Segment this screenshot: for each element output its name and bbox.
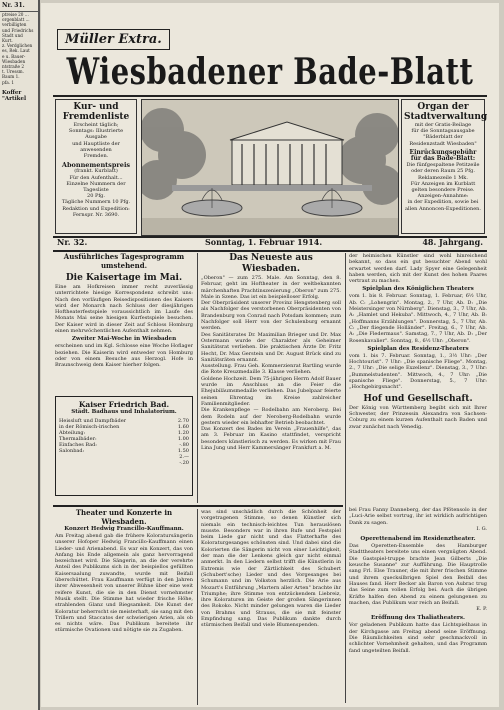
organ-box-subline: allen Annoncen-Expeditionen. [405, 205, 481, 212]
kur-box-subline: (frankt. Kurblatt) [74, 168, 118, 175]
bad-ad-line: in der Römisch-irischen [59, 424, 120, 430]
article-konzert-continued: was sind unschädlich durch die Schönheit der vorgetragenen Stimme, so denen Künstler sich niemals ein technisch-leichtes Tun herauslösen musste. Besonders war in ihren Rufe und Festspiel beim Liede gar nicht und das Flatterhafte des Koloraturgesanges schönsten sind. Und dabei sind die Kolorierten die Sängerin nicht von einer Leichtigkeit, der man die der Lenkens gleich gar nicht einmal anmerkt. In den Liedern selbst trifft die Künstlerin in Extremis wie der Zärtlichkeit des Schubert (Schubert'sche) Lieder und des Vorgesanges bei Schumann und im Volkston herzlich. Die Arie aus Mozart's Entführung „Martern aller Arten" brachte ihr Triumphe; ihre Stimme von entzückendem Liebreiz, ihre Koloraturen im Geiste der großen Sängerinnen des Rokoko. Nicht minder gelungen waren die Lieder von Brahms und Strauss, die sie mit feinster Empfindung sang. Das Publikum dankte durch stürmischen Beifall und viele Blumenspenden. [201, 509, 341, 629]
organ-box-subline: Anzeigen-Annahme: [417, 193, 469, 200]
masthead-title: Wiesbadener Bade-Blatt [66, 50, 474, 93]
organ-box-line: mit der Gratis-Beilage [414, 122, 472, 128]
organ-box-subline: oder deren Raum 25 Pfg. [411, 168, 475, 175]
issue-number: Nr. 32. [57, 237, 88, 247]
bad-ad-lines [59, 418, 159, 466]
bad-ad-price: -.80 [179, 442, 189, 448]
kur-box-subline: 20 Pfg. [87, 193, 105, 200]
kurhaus-engraving-image [142, 100, 398, 235]
adjacent-page-line: e u. Bauer- [2, 53, 26, 59]
organ-box-line: "Bäderblatt der [423, 134, 463, 141]
bad-ad-price: -.20 [179, 460, 189, 466]
kur-box-lines [58, 122, 134, 159]
organ-box-subtitle: Einrückungsgebühr für das Bade-Blatt: [409, 148, 477, 163]
issue-year: 48. Jahrgang. [422, 237, 483, 247]
organ-box-line: Residenzstadt Wiesbaden" [409, 140, 477, 147]
article-spielplan-koenig: vom 1. bis 8. Februar. Sonntag, 1. Februar, 6½ Uhr, Ab. C: „Lohengrin". Montag, 2., 7 Uhr, Ab. D: „Die Meistersinger von Nürnberg". Dienstag, 3., 7 Uhr, Ab. A: „Hamlet und Hekuba". Mittwoch, 4., 7 Uhr, Ab. B: „Hoffmanns Erzählungen". Donnerstag, 5., 7 Uhr, Ab. C: „Der fliegende Holländer". Freitag, 6., 7 Uhr, Ab. A: „Die Fledermaus". Samstag, 7., 7 Uhr, Ab. D: „Der Rosenkavalier". Sonntag, 8., 6½ Uhr: „Oberon". [349, 293, 487, 344]
headline-thaliatheater: Eröffnung des Thaliatheaters. [371, 615, 465, 622]
masthead-rule [53, 95, 487, 97]
headline-spielplan-residenz: Spielplan des Residenz-Theaters [367, 345, 469, 352]
bad-ad-line: Heissluft und Dampfbäder [59, 418, 127, 424]
column-divider [345, 253, 346, 703]
article-kaisertage-p1: Eine am Hofkreisen immer recht zuverlässig unterrichtete hiesige Korrespondenz schreibt uns: Nach den vorläufigen Reisedispositionen des Kaisers wird der Monarch nach Schluss der diesjährigen Hoftheaterfestspiele voraussichtlich im Laufe des Monats Mai seine hiesigen Kurfestspiele besuchen. Der Kaiser wird in dieser Zeit auf Schloss Homburg einen mehrwöchentlichen Aufenthalt nehmen. [55, 284, 193, 335]
bad-ad-line: Thermalbäder: [59, 436, 97, 442]
bad-ad-line: Einfaches Bad: [59, 442, 97, 448]
column-divider [197, 509, 198, 705]
adjacent-page-line: orgenblatt ... [2, 17, 30, 23]
article-hof-gesellschaft: Der König von Württemberg begibt sich mit Ihrer Schwester, der Prinzessin Alexandra von Sachsen-Coburg zu einem kurzen Aufenthalt nach Baden und zwar zunächst nach Venedig. [349, 404, 487, 430]
article-neueste-p6: Die Krankenpflege — Rodelbahn am Neroberg. Bei dem Rodeln auf der Neroberg-Rodelbahn wurde gestern wieder ein lebhafter Betrieb beobachtet. [201, 407, 341, 426]
kur-box-line: Erscheint täglich; [73, 122, 119, 128]
kur-box-subline: Redaktion und Expedition: [62, 205, 130, 212]
article-konzert: Am Freitag abend gab die frühere Koloratursängerin unserer Hofoper Hedwig Francillo-Kauffmann einen Lieder- und Arienabend. Es war ein Konzert, das von Anfang bis Ende allgemein als ganz hervorragend bezeichnet wird. Die Sängerin, an die der verehrte Anteil des Publikums sich in der beispiellos gefüllten Kaisersaalung zuwandte, wurde mit Beifall überschüttet. Frau Kauffmann verfügt in den Jahren ihrer Abwesenheit von unserer Bühne über eine weit reifere Kunst, die sie in den Dienst vornehmster Musik stellt. Die Stimme hat wieder frische Höhe, strahlenden Glanz und Biegsamkeit. Die Kunst der Koloratur beherrscht sie meisterhaft, sie sang mit den Trillern und Staccatos der schwierigen Arien, als ob es nichts wäre. Das Publikum bereitete ihr stürmische Ovationen und nötigte sie zu Zugaben. [55, 533, 193, 634]
column-neueste [201, 253, 341, 501]
signature-2: E. P. [476, 606, 487, 613]
kur-box-subline: Einzelne Nummern der Tagesliste [66, 180, 126, 194]
organ-box-line: für die Sonntagsausgabe [411, 128, 475, 135]
adjacent-page-number: Nr. 31. [0, 0, 38, 12]
bad-ad-price: 1.60 [177, 424, 189, 430]
headline-neueste: Das Neueste aus Wiesbaden. [229, 253, 313, 274]
adjacent-page-line: pfa. 1 [2, 79, 15, 85]
adjacent-page-line: verbilligten [2, 22, 27, 28]
article-lower3-p0: bei Frau Fanny Danneberg, der das Pfötensolo in der „Luci-Arie selbst vortrug, ihr ist wirklich aufrichtigen Dank zu sagen. [349, 507, 487, 526]
subhead-mai-woche: Zweiter Mai-Woche in Wiesbaden [71, 336, 177, 343]
kur-box-subline: Für den Aufenthalt... [69, 174, 123, 181]
extra-label: Müller Extra. [57, 29, 170, 50]
article-operettenabend: Das Operetten-Ensemble des Hamburger Stadttheaters bereitete uns einen vergnügten Abend. Die Gastspiel-truppe brachte Jean Gilberts „Die keusche Susanne" zur Aufführung. Die Hauptrolle sang Frl. Else Trauner, die mit ihrer frischen Stimme und ihrem quecksilbrigen Spiel den Beifall des Hauses fand. Herr Becker als Baron von Aubrac trug das Seine zum vollen Erfolg bei. Auch die übrigen Kräfte halfen den Abend zu einem gelungenen zu machen, das Publikum war reich an Beifall. [349, 543, 487, 606]
kur-box-subline: Fernspr. Nr. 3690. [72, 211, 120, 218]
article-neueste-p7: Das Konzert des Bades im Verein „Frauenhilfe", das am 3. Februar im Kasino stattfindet, verspricht besonders künstlerisch zu werden. Es wirken mit Frau Lina Jung und Herr Kammersänger Frankfurt a. M. [201, 426, 341, 452]
bad-ad-line: Salonbad: [59, 448, 85, 454]
organ-box-subline: in der Expedition, sowie bei [407, 199, 479, 206]
column-divider [197, 253, 198, 503]
article-kaisertage-p2: erscheinen und im Kgl. Schlosse eine Woche Hoflager beziehen. Die Kaiserin wird entweder von Homburg oder von einem Besuche aus Herzogl. Hofe in Braunschweig dem Kaiser hierher folgen. [55, 343, 193, 369]
kur-box-subtitle: Abonnementspreis [61, 161, 131, 170]
kur-fremdenliste-box [55, 99, 137, 234]
column-konzert-continued [201, 509, 341, 705]
bad-ad-price: 2.— [179, 454, 189, 460]
program-notice: Ausführliches Tagesprogramm umstehend. [63, 253, 185, 270]
adjacent-page-line: z. Verdglichen [2, 43, 33, 49]
dateline [55, 237, 485, 249]
adjacent-page-line: ntstraße 2 [2, 64, 24, 70]
headline-hof-gesellschaft: Hof und Gesellschaft. [363, 393, 473, 404]
column-kaisertage [55, 253, 193, 393]
kurhaus-illustration [141, 99, 399, 236]
adjacent-page-line: ptreise 20 ... [2, 12, 29, 17]
kur-box-line: Sonntags: Illustrierte Ausgabe [68, 128, 124, 141]
section-rule [53, 505, 343, 507]
bad-ad-subtitle: Städt. Badhaus und Inhalatorium. [71, 409, 177, 415]
adjacent-page-line: Kurt. [2, 38, 13, 44]
adjacent-page-heading: Koffer "Artikel [2, 89, 27, 102]
headline-theater-konzerte: Theater und Konzerte in Wiesbaden. [75, 509, 173, 526]
article-neueste-p1: „Oberon" — zum 275. Male. Am Sonntag, den 8. Februar, geht im Hoftheater in der weltbekannten märchenhaften Prachtinszenierung „Oberon" zum 275. Male in Szene. Das ist ein beispielloser Erfolg. [201, 275, 341, 300]
bad-ad-line: Abteilung: [59, 430, 86, 436]
kur-box-sublines [58, 168, 134, 218]
headline-operettenabend: Operettenabend im Residenztheater. [360, 536, 476, 543]
organ-box-subline: Für Anzeigen im Kurblatt [410, 180, 476, 187]
organ-box-subline: Die fünfgespaltene Petitzeile [406, 162, 480, 169]
subhead-konzert-francillo: Konzert Hedwig Francillo-Kauffmann. [64, 526, 184, 532]
stadtverwaltung-box [401, 99, 488, 234]
signature-1: I. G. [476, 525, 487, 532]
organ-box-subline: gelten besondere Preise. [411, 187, 475, 194]
kur-box-subline: Tägliche Nummern 10 Pfg. [61, 199, 131, 206]
adjacent-page-strip [0, 0, 40, 710]
adjacent-page-line: Baum 1. [2, 74, 20, 80]
adjacent-page-line: Stadt und [2, 32, 23, 38]
column-operette-thalia [349, 507, 487, 705]
organ-box-subline: Reklamezeile 1 Mk. [418, 174, 468, 181]
bad-ad-price: 1.50 [177, 448, 189, 454]
article-neueste-p4: Ausstellung. Frau Geh. Kommerzienrat Bartling wurde die Rote Kreuzmedaille 3. Klasse verliehen. [201, 363, 341, 376]
article-neueste-p5: Goldene Hochzeit. Dem 75-jährigen Herrn Adolf Bauer wurde im Anschluss an die Feier die Ehejubiläumsmedaille verliehen. Das Jubelpaar feierte seinen Ehrentag im Kreise zahlreicher Familienmitglieder. [201, 375, 341, 407]
article-neueste-p3: Des Sanitätsrates Dr. Maximilian Brieger und Dr. Max Ostermann wurde der Charakter als Geheimer Sanitätsrat verliehen. Die praktischen Ärzte Dr. Fritz Hecht, Dr. Max Gerstein und Dr. August Brück sind zu Sanitätsräten ernannt. [201, 331, 341, 363]
newspaper-page [41, 3, 499, 707]
bad-ad-price: 1.00 [177, 436, 189, 442]
adjacent-page-lines [0, 12, 38, 85]
adjacent-page-line: Wiesbaden [2, 58, 26, 64]
issue-date: Sonntag, 1. Februar 1914. [205, 237, 323, 247]
bad-ad-title: Kaiser Friedrich Bad. [78, 400, 170, 409]
article-spielplan-residenz: vom 1. bis 7. Februar. Sonntag, 1., 3½ Uhr: „Der Hochtourist". 7 Uhr: „Die spanische Fliege". Montag, 2., 7 Uhr: „Die selige Exzellenz". Dienstag, 3., 7 Uhr: „Bummelstudenten". Mittwoch, 4., 7 Uhr: „Die spanische Fliege". Donnerstag, 5., 7 Uhr: „Hochgebirgsnacht". [349, 352, 487, 391]
bad-ad-price: 2.70 [177, 418, 189, 424]
kur-box-line: und Hauptliste der anwesenden [72, 140, 120, 153]
adjacent-page-line: es, Rek. Laut [2, 48, 30, 54]
article-thaliatheater: Vor geladenen Publikum hatte das Lichtspielhaus in der Kirchgasse am Freitag abend seine Eröffnung. Die Räumlichkeiten sind sehr geschmackvoll in schlichter Vornehmheit gehalten, und das Programm fand ungeteilten Beifall. [349, 622, 487, 654]
kaiser-friedrich-bad-ad [55, 396, 193, 496]
article-col3-p0: der heimischen Künstler sind wohl hinreichend bekannt, so dass ein gut besuchter Abend wohl erwartet werden darf. Lady Spyer eine Gelegenheit haben werden, sich mit der Kunst des hohen Paares vertraut zu machen. [349, 253, 487, 285]
kur-box-line: Fremden. [83, 153, 109, 160]
organ-box-lines [404, 122, 482, 147]
headline-kaisertage: Die Kaisertage im Mai. [65, 273, 183, 283]
organ-box-sublines [404, 162, 482, 212]
adjacent-page-line: und Friedrichs [2, 27, 34, 33]
organ-box-title: Organ der Stadtverwaltung [404, 102, 488, 122]
kur-box-title: Kur- und Fremdenliste [62, 102, 130, 122]
headline-spielplan-koenig: Spielplan des Königlichen Theaters [362, 286, 474, 293]
bad-ad-prices [159, 418, 189, 466]
column-theater-hof [349, 253, 487, 503]
column-theater-konzerte [55, 509, 193, 705]
article-neueste-p2: Der Oberpräsident unserer Provinz Hengstenberg soll als Nachfolger des verstorbenen Oberpräsidenten von Brandenburg von Conrad nach Potsdam kommen; zum Nachfolger soll Herr von der Schulenburg ernannt werden. [201, 300, 341, 332]
bad-ad-price: 1.20 [177, 430, 189, 436]
dateline-bottom-rule [53, 250, 487, 252]
adjacent-page-line: t. Uressm. [2, 69, 24, 75]
